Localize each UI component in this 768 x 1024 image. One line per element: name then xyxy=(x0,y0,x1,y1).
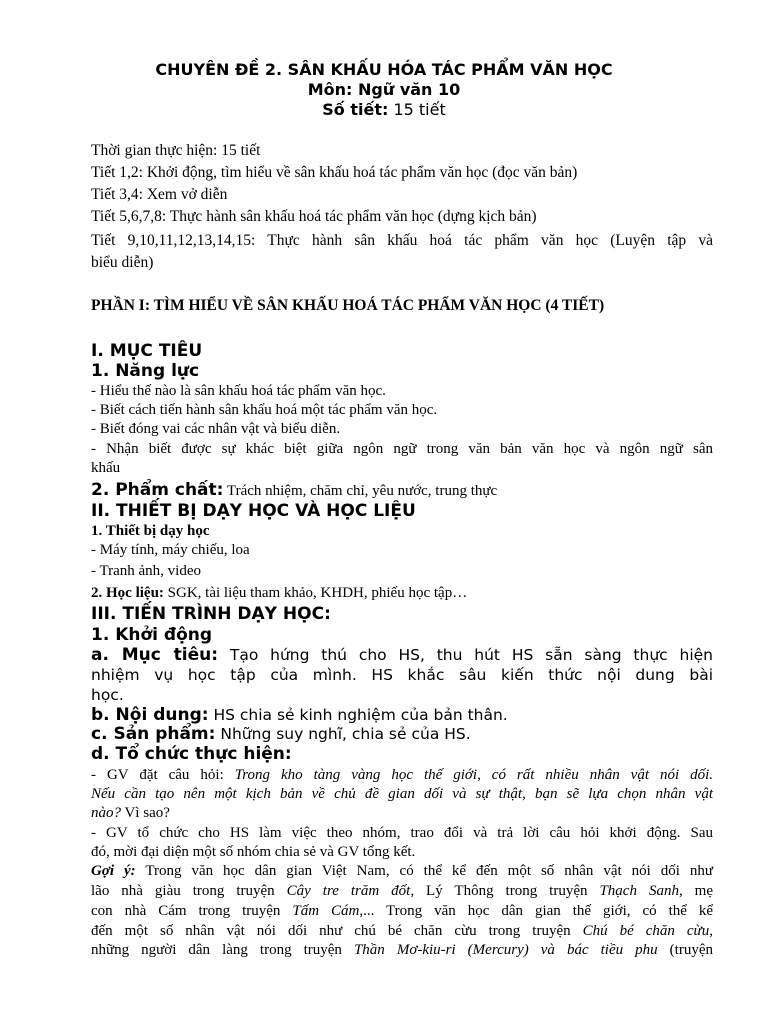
hint-line xyxy=(91,862,713,881)
goal-value: Tạo hứng thú cho HS, thu hút HS sẵn sàng thực hiện xyxy=(218,646,713,664)
story-title: Chú bé chăn cừu xyxy=(582,923,710,939)
equipment-item: - Tranh ảnh, video xyxy=(91,563,201,579)
section-equipment-heading: II. THIẾT BỊ DẠY HỌC VÀ HỌC LIỆU xyxy=(91,501,416,521)
hint-text: ,... Trong văn học dân gian thế giới, có thể kể xyxy=(359,903,714,919)
story-title: Tấm Cám xyxy=(292,903,360,919)
warmup-heading: 1. Khởi động xyxy=(91,625,213,645)
question-line-cont xyxy=(91,785,713,804)
hint-text: đến một số nhân vật nói dối như chú bé chăn cừu trong truyện xyxy=(91,923,583,939)
question-suffix: Vì sao? xyxy=(121,805,170,821)
periods-value: 15 tiết xyxy=(388,100,446,119)
competence-item: - Biết đóng vai các nhân vật và biểu diễn. xyxy=(91,421,341,437)
group-work-line: - GV tổ chức cho HS làm việc theo nhóm, trao đổi và trả lời câu hỏi khởi động. Sau xyxy=(91,825,713,841)
question-prefix: - GV đặt câu hỏi: xyxy=(91,767,235,783)
story-title: Cây tre trăm đốt xyxy=(286,883,411,899)
goal-line xyxy=(91,645,713,665)
hint-text: con nhà Cám trong truyện xyxy=(91,903,293,919)
question-text-cont: Nếu cần tạo nên một kịch bản về chủ đề gian dối và sự thật, bạn sẽ lựa chọn nhân vật xyxy=(91,786,713,802)
hint-line-5 xyxy=(91,941,713,960)
product-label: c. Sản phẩm: xyxy=(91,724,216,744)
content-label: b. Nội dung: xyxy=(91,705,209,725)
section-objectives-heading: I. MỤC TIÊU xyxy=(91,341,203,361)
schedule-line-1: Thời gian thực hiện: 15 tiết xyxy=(91,142,261,159)
hint-text: , xyxy=(709,923,713,939)
hint-label: Gợi ý: xyxy=(91,863,136,879)
hint-line-4 xyxy=(91,922,713,941)
schedule-line-4: Tiết 5,6,7,8: Thực hành sân khấu hoá tác phẩm văn học (dựng kịch bản) xyxy=(91,208,537,225)
hint-text: lão nhà giàu trong truyện xyxy=(91,883,287,899)
section-process-heading: III. TIẾN TRÌNH DẠY HỌC: xyxy=(91,604,331,624)
hint-text: (truyện xyxy=(657,942,713,958)
schedule-line-5: Tiết 9,10,11,12,13,14,15: Thực hành sân khấu hoá tác phẩm văn học (Luyện tập và xyxy=(91,232,713,249)
hint-text: , Lý Thông trong truyện xyxy=(410,883,600,899)
hint-text: , mẹ xyxy=(678,883,713,899)
schedule-line-5-cont: biểu diễn) xyxy=(91,254,154,271)
question-text: Trong kho tàng vàng học thế giới, có rất nhiều nhân vật nói dối. xyxy=(234,767,714,783)
competence-item: - Nhận biết được sự khác biệt giữa ngôn ngữ trong văn bản văn học và ngôn ngữ sân xyxy=(91,441,713,457)
content-line xyxy=(91,705,713,725)
question-line-end xyxy=(91,804,713,823)
schedule-line-2: Tiết 1,2: Khởi động, tìm hiểu về sân khấu hoá tác phẩm văn học (đọc văn bản) xyxy=(91,164,578,181)
materials-value: SGK, tài liệu tham khảo, KHDH, phiếu học tập… xyxy=(163,585,468,601)
document-title: CHUYÊN ĐỀ 2. SÂN KHẤU HÓA TÁC PHẨM VĂN HỌC xyxy=(155,60,613,79)
equipment-item: - Máy tính, máy chiếu, loa xyxy=(91,542,250,558)
question-text-end: nào? xyxy=(91,805,121,821)
hint-line-2 xyxy=(91,882,713,901)
materials-label: 2. Học liệu: xyxy=(91,585,164,601)
hint-line-3 xyxy=(91,902,713,921)
schedule-line-3: Tiết 3,4: Xem vở diễn xyxy=(91,186,228,203)
story-title: Thần Mơ-kiu-ri (Mercury) và bác tiều phu xyxy=(353,942,658,958)
periods-label: Số tiết: xyxy=(322,100,389,119)
quality-label: 2. Phẩm chất: xyxy=(91,480,224,500)
competence-heading: 1. Năng lực xyxy=(91,361,200,381)
goal-line-end: học. xyxy=(91,686,124,704)
group-work-line-cont: đó, mời đại diện một số nhóm chia sẻ và GV tổng kết. xyxy=(91,844,416,860)
equipment-subheading: 1. Thiết bị dạy học xyxy=(91,523,210,539)
periods-line xyxy=(0,100,768,120)
goal-label: a. Mục tiêu: xyxy=(91,645,219,665)
hint-text: những người dân làng trong truyện xyxy=(91,942,354,958)
competence-item: - Hiểu thế nào là sân khấu hoá tác phẩm văn học. xyxy=(91,383,386,399)
competence-item: - Biết cách tiến hành sân khấu hoá một tác phẩm văn học. xyxy=(91,402,438,418)
story-title: Thạch Sanh xyxy=(599,883,679,899)
product-value: Những suy nghĩ, chia sẻ của HS. xyxy=(215,725,471,743)
organize-heading: d. Tổ chức thực hiện: xyxy=(91,744,292,764)
competence-item-cont: khấu xyxy=(91,460,121,476)
quality-line xyxy=(91,480,713,501)
quality-value: Trách nhiệm, chăm chỉ, yêu nước, trung thực xyxy=(223,483,498,499)
subject-line: Môn: Ngữ văn 10 xyxy=(307,80,461,99)
product-line xyxy=(91,724,713,744)
content-value: HS chia sẻ kinh nghiệm của bản thân. xyxy=(208,706,508,724)
goal-line-cont: nhiệm vụ học tập của mình. HS khắc sâu kiến thức nội dung bài xyxy=(91,666,713,684)
part-title: PHẦN I: TÌM HIỂU VỀ SÂN KHẤU HOÁ TÁC PHẨM VĂN HỌC (4 TIẾT) xyxy=(91,297,605,314)
hint-text: Trong văn học dân gian Việt Nam, có thể kể đến một số nhân vật nói dối như xyxy=(135,863,714,879)
materials-line xyxy=(91,584,713,603)
question-line xyxy=(91,766,713,785)
